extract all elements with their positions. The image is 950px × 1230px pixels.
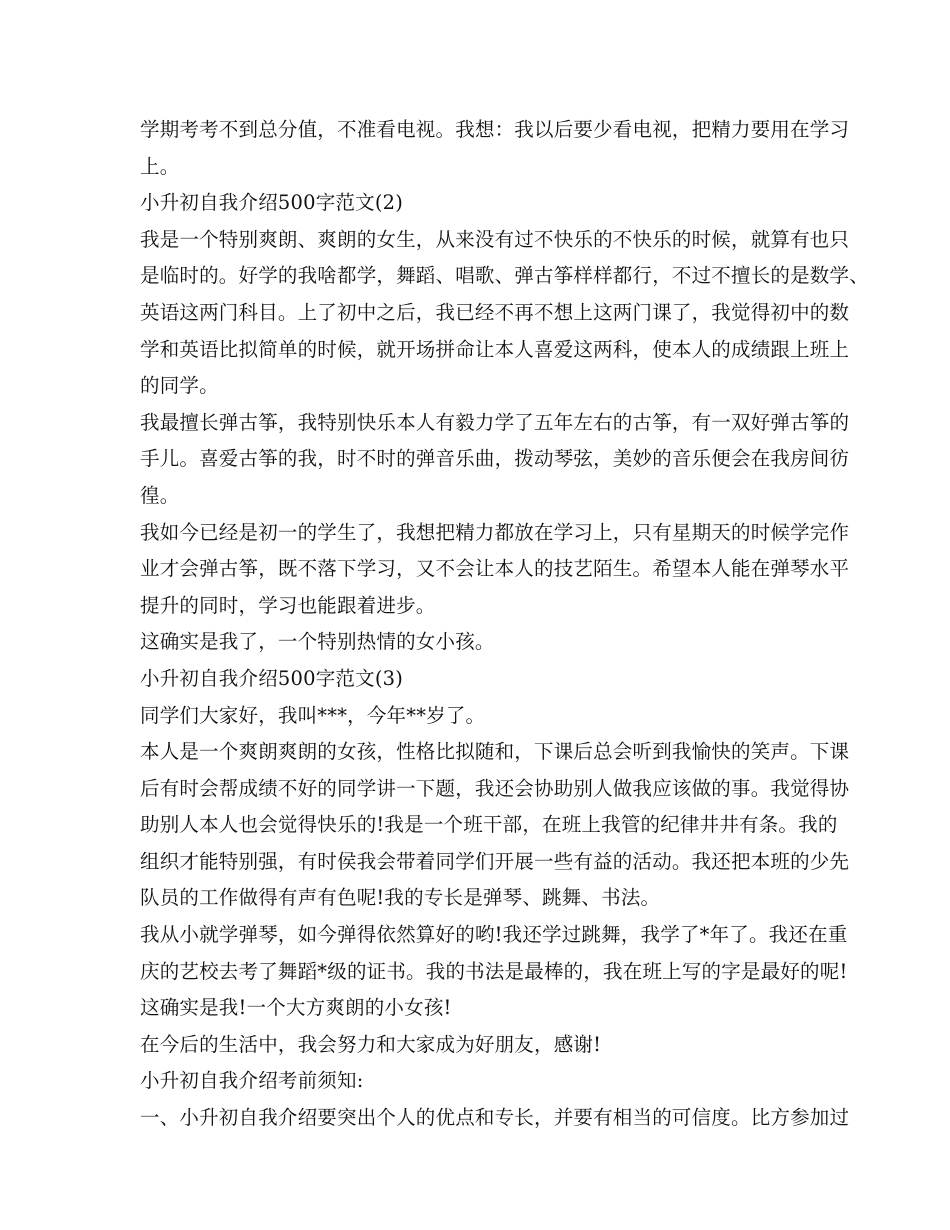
text-line: 这确实是我!一个大方爽朗的小女孩! — [140, 996, 452, 1020]
text-line: 的同学。 — [140, 374, 219, 398]
text-line: 助别人本人也会觉得快乐的!我是一个班干部，在班上我管的纪律井井有条。我的 — [140, 813, 838, 837]
text-line: 组织才能特别强，有时侯我会带着同学们开展一些有益的活动。我还把本班的少先 — [140, 849, 850, 873]
document-body — [140, 112, 869, 1137]
text-line: 这确实是我了，一个特别热情的女小孩。 — [140, 630, 495, 654]
text-line: 我如今已经是初一的学生了，我想把精力都放在学习上，只有星期天的时候学完作 — [140, 520, 850, 544]
text-line: 队员的工作做得有声有色呢!我的专长是弹琴、跳舞、书法。 — [140, 886, 661, 910]
text-line: 英语这两门科目。上了初中之后，我已经不再不想上这两门课了，我觉得初中的数 — [140, 300, 850, 324]
text-line: 我从小就学弹琴，如今弹得依然算好的哟!我还学过跳舞，我学了*年了。我还在重 — [140, 923, 848, 947]
text-line: 业才会弹古筝，既不落下学习，又不会让本人的技艺陌生。希望本人能在弹琴水平 — [140, 557, 850, 581]
section-heading: 小升初自我介绍500字范文(2) — [140, 191, 404, 215]
text-line: 徨。 — [140, 483, 180, 507]
text-line: 上。 — [140, 154, 180, 178]
text-line: 我最擅长弹古筝，我特别快乐本人有毅力学了五年左右的古筝，有一双好弹古筝的 — [140, 410, 850, 434]
text-line: 同学们大家好，我叫***，今年**岁了。 — [140, 703, 486, 727]
text-line: 提升的同时，学习也能跟着进步。 — [140, 593, 436, 617]
text-line: 一、小升初自我介绍要突出个人的优点和专长，并要有相当的可信度。比方参加过 — [140, 1106, 850, 1130]
section-heading: 小升初自我介绍考前须知: — [140, 1069, 364, 1093]
text-line: 学期考考不到总分值，不准看电视。我想：我以后要少看电视，把精力要用在学习 — [140, 118, 850, 141]
section-heading: 小升初自我介绍500字范文(3) — [140, 666, 404, 690]
text-line: 学和英语比拟简单的时候，就开场拼命让本人喜爱这两科，使本人的成绩跟上班上 — [140, 337, 850, 361]
text-line: 是临时的。好学的我啥都学，舞蹈、唱歌、弹古筝样样都行，不过不擅长的是数学、 — [140, 264, 869, 288]
text-line: 手儿。喜爱古筝的我，时不时的弹音乐曲，拨动琴弦，美妙的音乐便会在我房间彷 — [140, 447, 850, 471]
text-line: 我是一个特别爽朗、爽朗的女生，从来没有过不快乐的不快乐的时候，就算有也只 — [140, 227, 850, 251]
text-line: 后有时会帮成绩不好的同学讲一下题，我还会协助别人做我应该做的事。我觉得协 — [140, 776, 850, 800]
text-line: 在今后的生活中，我会努力和大家成为好朋友，感谢! — [140, 1032, 602, 1056]
text-line: 本人是一个爽朗爽朗的女孩，性格比拟随和，下课后总会听到我愉快的笑声。下课 — [140, 740, 850, 764]
text-line: 庆的艺校去考了舞蹈*级的证书。我的书法是最棒的，我在班上写的字是最好的呢! — [140, 959, 848, 983]
